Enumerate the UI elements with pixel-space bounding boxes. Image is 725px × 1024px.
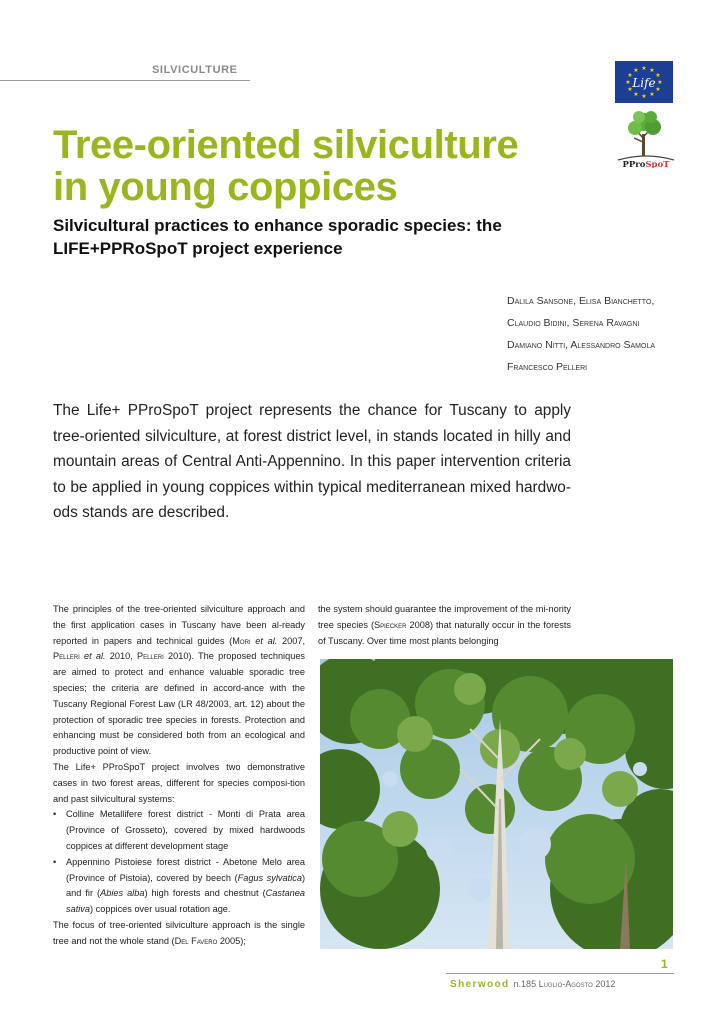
site-list: [53, 807, 305, 918]
citation: Del Favero: [174, 935, 218, 946]
journal-name: Sherwood: [450, 979, 510, 990]
page-number: 1: [661, 957, 668, 971]
author-line: Claudio Bidini, Serena Ravagni: [507, 317, 640, 329]
paragraph: the system should guarantee the improvement of the mi-nority tree species (Spiecker 2008) that naturally occur in the forests of Tuscany. Over time most plants belonging: [318, 604, 571, 646]
svg-text:★: ★: [655, 72, 661, 79]
list-item: • Appennino Pistoiese forest district - Abetone Melo area (Province of Pistoia), covered by beech (Fagus sylvatica) and fir (Abies alba) high forests and chestnut (Castanea sativa) coppices over usual rotation age.: [53, 855, 305, 918]
svg-text:PProSpoT: [622, 160, 670, 168]
citation: Mori: [232, 635, 251, 646]
paragraph: The Life+ PProSpoT project involves two demonstrative cases in two forest areas, different for species composi-tion and past silvicultural systems:: [53, 761, 305, 804]
svg-text:★: ★: [633, 67, 639, 74]
svg-text:★: ★: [649, 91, 655, 98]
author-line: Francesco Pelleri: [507, 361, 588, 373]
svg-text:★: ★: [655, 86, 661, 93]
svg-text:★: ★: [641, 93, 647, 100]
issue-info: n.185 Luglio-Agosto 2012: [513, 979, 616, 989]
article-title: [53, 124, 613, 208]
pprospot-logo: [616, 108, 676, 168]
paragraph: The focus of tree-oriented silviculture approach is the single tree and not the whole stand (Del Favero 2005);: [53, 919, 305, 946]
footer: [450, 979, 615, 990]
body-column-left: [53, 602, 305, 950]
article-subtitle: Silvicultural practices to enhance sporadic species: the LIFE+PPRoSpoT project experience: [53, 216, 502, 258]
author-line: Dalila Sansone, Elisa Bianchetto,: [507, 295, 655, 307]
svg-text:★: ★: [625, 79, 631, 86]
svg-text:★: ★: [641, 65, 647, 72]
svg-text:★: ★: [657, 79, 663, 86]
svg-text:★: ★: [649, 67, 655, 74]
body-column-right: [318, 602, 571, 649]
author-line: Damiano Nitti, Alessandro Samola: [507, 339, 656, 351]
title-line-1: Tree-oriented silviculture: [53, 123, 519, 167]
life-logo: [615, 61, 673, 103]
abstract: The Life+ PProSpoT project represents the chance for Tuscany to apply tree-oriented silviculture, at forest district level, in stands located in hilly and mountain areas of Central Anti-Appennino. In this paper intervention criteria to be applied in young coppices within typical mediterranean mixed hardwo-ods stands are described.: [53, 402, 571, 521]
author-list: [507, 290, 655, 378]
pprospot-logo-prefix: PPro: [622, 160, 646, 168]
section-label: SILVICULTURE: [152, 64, 238, 76]
footer-divider: [446, 973, 674, 974]
section-divider: [0, 80, 250, 81]
tree-photo: [320, 659, 673, 949]
svg-text:★: ★: [627, 72, 633, 79]
citation: Pelleri: [53, 651, 80, 662]
svg-text:★: ★: [627, 86, 633, 93]
life-logo-text: Life: [632, 76, 656, 90]
pprospot-logo-suffix: SpoT: [645, 160, 670, 168]
list-item: • Colline Metallifere forest district - Monti di Prata area (Province of Grosseto), covered by mixed hardwoods coppices at different development stage: [53, 807, 305, 854]
title-line-2: in young coppices: [53, 165, 398, 209]
svg-text:★: ★: [633, 91, 639, 98]
citation: Pelleri: [136, 651, 164, 662]
citation: Spiecker: [374, 619, 407, 630]
paragraph: The principles of the tree-oriented silviculture approach and the first application cases in Tuscany have been al-ready reported in papers and technical guides (Mori et al. 2007, Pelleri et al. 2010, Pelleri 2010). The proposed techniques are aimed to protect and enhance valuable sporadic tree species; the criteria are defined in accord-ance with the Tuscany Regional Forest Law (LR 48/2003, art. 12) about the protection of sporadic tree species in forests. Protection and enhancing must be considered both from an ecological and productive point of view.: [53, 604, 306, 757]
